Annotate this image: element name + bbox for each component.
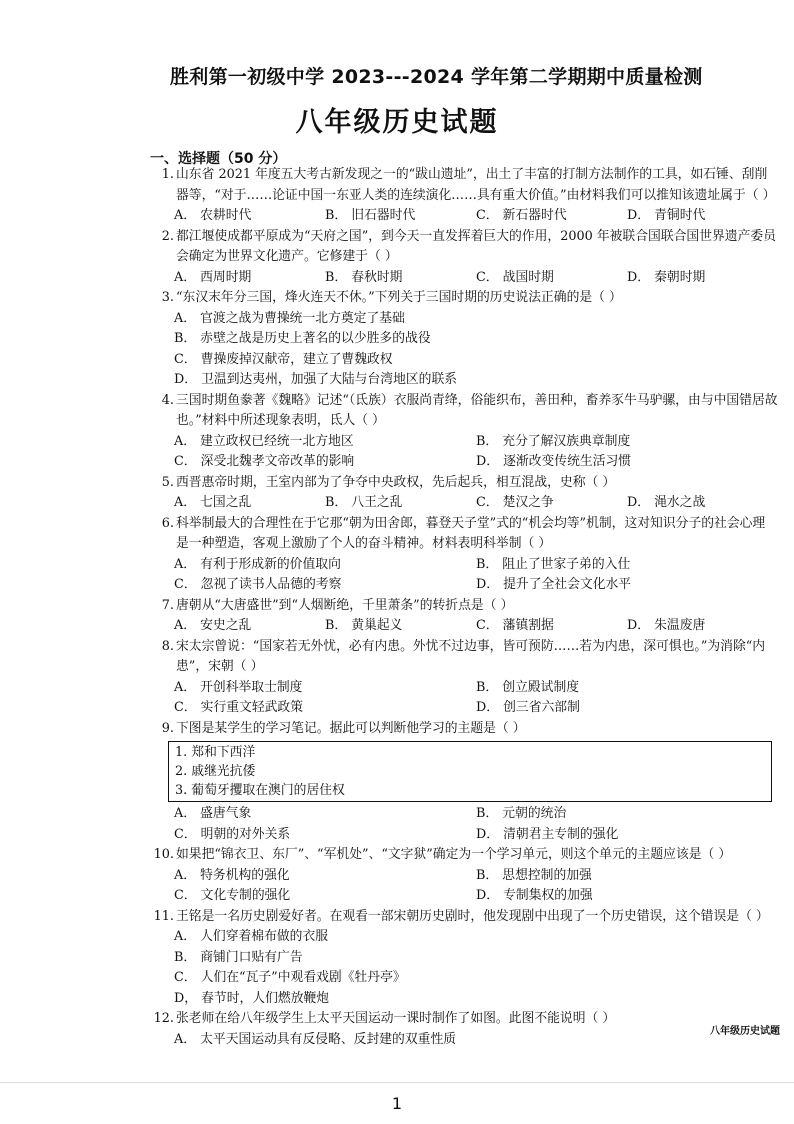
question-4 bbox=[150, 391, 778, 473]
option-b[interactable]: B． 充分了解汉族典章制度 bbox=[476, 433, 631, 449]
question-number: 4. bbox=[161, 392, 174, 408]
option-c[interactable]: C． 楚汉之争 bbox=[476, 495, 554, 510]
question-stem: 张老师在给八年级学生上太平天国运动一课时制作了如图。此图不能说明（ ） bbox=[176, 1011, 616, 1026]
option-c[interactable]: C． 藩镇割据 bbox=[476, 618, 554, 633]
question-number: 12. bbox=[153, 1011, 174, 1026]
option-c[interactable]: C． 实行重文轻武政策 bbox=[174, 700, 304, 715]
note-item: 2. 戚继光抗倭 bbox=[175, 764, 256, 779]
question-1 bbox=[150, 165, 778, 227]
footer-subject-label: 八年级历史试题 bbox=[710, 1026, 780, 1037]
question-number: 10. bbox=[153, 847, 174, 862]
question-number: 1. bbox=[161, 167, 174, 182]
question-stem: 三国时期鱼豢著《魏略》记述“（氐族）衣服尚青绛，俗能织布，善田种，畜养豕牛马驴骡，由与中国错居故也。”材料中所述现象表明，氐人（ ） bbox=[176, 392, 778, 428]
option-a[interactable]: A． 特务机构的强化 bbox=[174, 867, 290, 883]
question-2 bbox=[150, 227, 778, 289]
note-item: 1. 郑和下西洋 bbox=[175, 745, 256, 760]
question-5 bbox=[150, 473, 778, 514]
option-a[interactable]: A． 盛唐气象 bbox=[174, 806, 252, 821]
option-b[interactable]: B． 旧石器时代 bbox=[325, 208, 416, 223]
question-number: 9. bbox=[161, 720, 174, 736]
option-d[interactable]: D． 逐渐改变传统生活习惯 bbox=[476, 454, 632, 469]
study-notes-box bbox=[168, 741, 772, 802]
option-a[interactable]: A． 有利于形成新的价值取向 bbox=[174, 556, 341, 572]
option-b[interactable]: B． 阻止了世家子弟的入仕 bbox=[476, 556, 631, 572]
question-stem: 如果把“锦衣卫、东厂”、“军机处”、“文字狱”确定为一个学习单元，则这个单元的主题应该是（ ） bbox=[176, 847, 732, 862]
option-c[interactable]: C． 新石器时代 bbox=[476, 208, 567, 223]
option-b[interactable]: B． 春秋时期 bbox=[325, 269, 403, 285]
page-divider bbox=[0, 1082, 794, 1083]
question-stem: 都江堰使成都平原成为“天府之国”，到今天一直发挥着巨大的作用，2000 年被联合国联合国世界遗产委员会确定为世界文化遗产。它修建于（ ） bbox=[176, 228, 776, 264]
option-c[interactable]: C． 曹操废掉汉献帝，建立了曹魏政权 bbox=[174, 351, 393, 367]
question-stem: 科举制最大的合理性在于它那“朝为田舍郎，暮登天子堂”式的“机会均等”机制，这对知识分子的社会心理是一种塑造，客观上激励了个人的奋斗精神。材料表明科举制（ ） bbox=[176, 515, 766, 551]
option-d[interactable]: D， 春节时，人们燃放鞭炮 bbox=[174, 990, 330, 1006]
option-d[interactable]: D． 渑水之战 bbox=[627, 495, 706, 510]
question-number: 3. bbox=[161, 290, 174, 305]
question-stem: 王铭是一名历史剧爱好者。在观看一部宋朝历史剧时，他发现剧中出现了一个历史错误，这个错误是（ ） bbox=[176, 908, 769, 924]
question-11 bbox=[150, 907, 778, 1010]
option-c[interactable]: C． 战国时期 bbox=[476, 269, 554, 285]
question-stem: “东汉末年分三国，烽火连天不休。”下列关于三国时期的历史说法正确的是（ ） bbox=[176, 290, 622, 305]
question-number: 2. bbox=[161, 228, 174, 244]
question-7 bbox=[150, 596, 778, 637]
option-c[interactable]: C． 深受北魏孝文帝改革的影响 bbox=[174, 454, 355, 469]
question-number: 5. bbox=[161, 474, 174, 490]
option-c[interactable]: C． 文化专制的强化 bbox=[174, 888, 291, 903]
question-8 bbox=[150, 637, 778, 719]
question-list bbox=[150, 165, 778, 1050]
question-stem: 山东省 2021 年度五大考古新发现之一的“跋山遗址”，出土了丰富的打制方法制作的工具，如石锤、刮削器等，“对于……论证中国一东亚人类的连续演化……具有重大价值。”由材料我们可以推知该遗址属于（ ） bbox=[176, 167, 776, 203]
option-a[interactable]: A． 农耕时代 bbox=[174, 208, 252, 223]
question-number: 11. bbox=[153, 908, 174, 924]
option-d[interactable]: D． 卫温到达夷州，加强了大陆与台湾地区的联系 bbox=[174, 372, 458, 387]
section-title: 一、选择题（50 分） bbox=[150, 151, 287, 167]
question-3 bbox=[150, 288, 778, 391]
option-b[interactable]: B． 赤壁之战是历史上著名的以少胜多的战役 bbox=[174, 331, 431, 346]
question-stem: 唐朝从“大唐盛世”到“人烟断绝，千里萧条”的转折点是（ ） bbox=[176, 597, 514, 613]
option-a[interactable]: A． 开创科举取士制度 bbox=[174, 679, 303, 695]
question-number: 7. bbox=[161, 597, 174, 613]
option-b[interactable]: B． 思想控制的加强 bbox=[476, 867, 592, 883]
option-a[interactable]: A． 太平天国运动具有反侵略、反封建的双重性质 bbox=[174, 1031, 457, 1047]
question-12 bbox=[150, 1009, 778, 1050]
option-a[interactable]: A． 七国之乱 bbox=[174, 495, 252, 510]
question-6 bbox=[150, 514, 778, 596]
option-c[interactable]: C． 忽视了读书人品德的考察 bbox=[174, 577, 342, 592]
option-d[interactable]: D． 提升了全社会文化水平 bbox=[476, 577, 632, 592]
option-c[interactable]: C． 明朝的对外关系 bbox=[174, 826, 291, 842]
question-stem: 下图是某学生的学习笔记。据此可以判断他学习的主题是（ ） bbox=[176, 720, 526, 736]
option-a[interactable]: A． 人们穿着棉布做的衣服 bbox=[174, 929, 329, 944]
exam-subject-title: 八年级历史试题 bbox=[295, 107, 499, 138]
option-c[interactable]: C． 人们在“瓦子”中观看戏剧《牡丹亭》 bbox=[174, 970, 406, 985]
question-number: 6. bbox=[161, 515, 174, 531]
option-a[interactable]: A． 建立政权已经统一北方地区 bbox=[174, 433, 354, 449]
option-a[interactable]: A． 西周时期 bbox=[174, 269, 252, 285]
option-d[interactable]: D． 青铜时代 bbox=[627, 208, 706, 223]
question-stem: 西晋惠帝时期，王室内部为了争夺中央政权，先后起兵，相互混战，史称（ ） bbox=[176, 474, 616, 490]
exam-header-title: 胜利第一初级中学 2023---2024 学年第二学期期中质量检测 bbox=[170, 66, 703, 88]
option-b[interactable]: B． 创立殿试制度 bbox=[476, 679, 580, 695]
option-b[interactable]: B． 黄巢起义 bbox=[325, 618, 403, 633]
option-d[interactable]: D． 秦朝时期 bbox=[627, 269, 706, 285]
option-a[interactable]: A． 安史之乱 bbox=[174, 618, 252, 633]
question-10 bbox=[150, 845, 778, 907]
option-b[interactable]: B． 元朝的统治 bbox=[476, 806, 567, 821]
option-d[interactable]: D． 创三省六部制 bbox=[476, 700, 580, 715]
option-d[interactable]: D． 朱温废唐 bbox=[627, 618, 706, 633]
question-stem: 宋太宗曾说：“国家若无外忧，必有内患。外忧不过边事，皆可预防……若为内患，深可惧也。”为消除“内患”，宋朝（ ） bbox=[176, 638, 766, 674]
option-b[interactable]: B． 八王之乱 bbox=[325, 495, 403, 510]
option-d[interactable]: D． 专制集权的加强 bbox=[476, 888, 593, 903]
option-d[interactable]: D． 清朝君主专制的强化 bbox=[476, 826, 619, 842]
question-9 bbox=[150, 719, 778, 846]
option-b[interactable]: B． 商铺门口贴有广告 bbox=[174, 949, 303, 965]
option-a[interactable]: A． 官渡之战为曹操统一北方奠定了基础 bbox=[174, 310, 405, 326]
note-item: 3. 葡萄牙攫取在澳门的居住权 bbox=[175, 783, 345, 798]
page-number: 1 bbox=[391, 1094, 403, 1113]
question-number: 8. bbox=[161, 638, 174, 654]
